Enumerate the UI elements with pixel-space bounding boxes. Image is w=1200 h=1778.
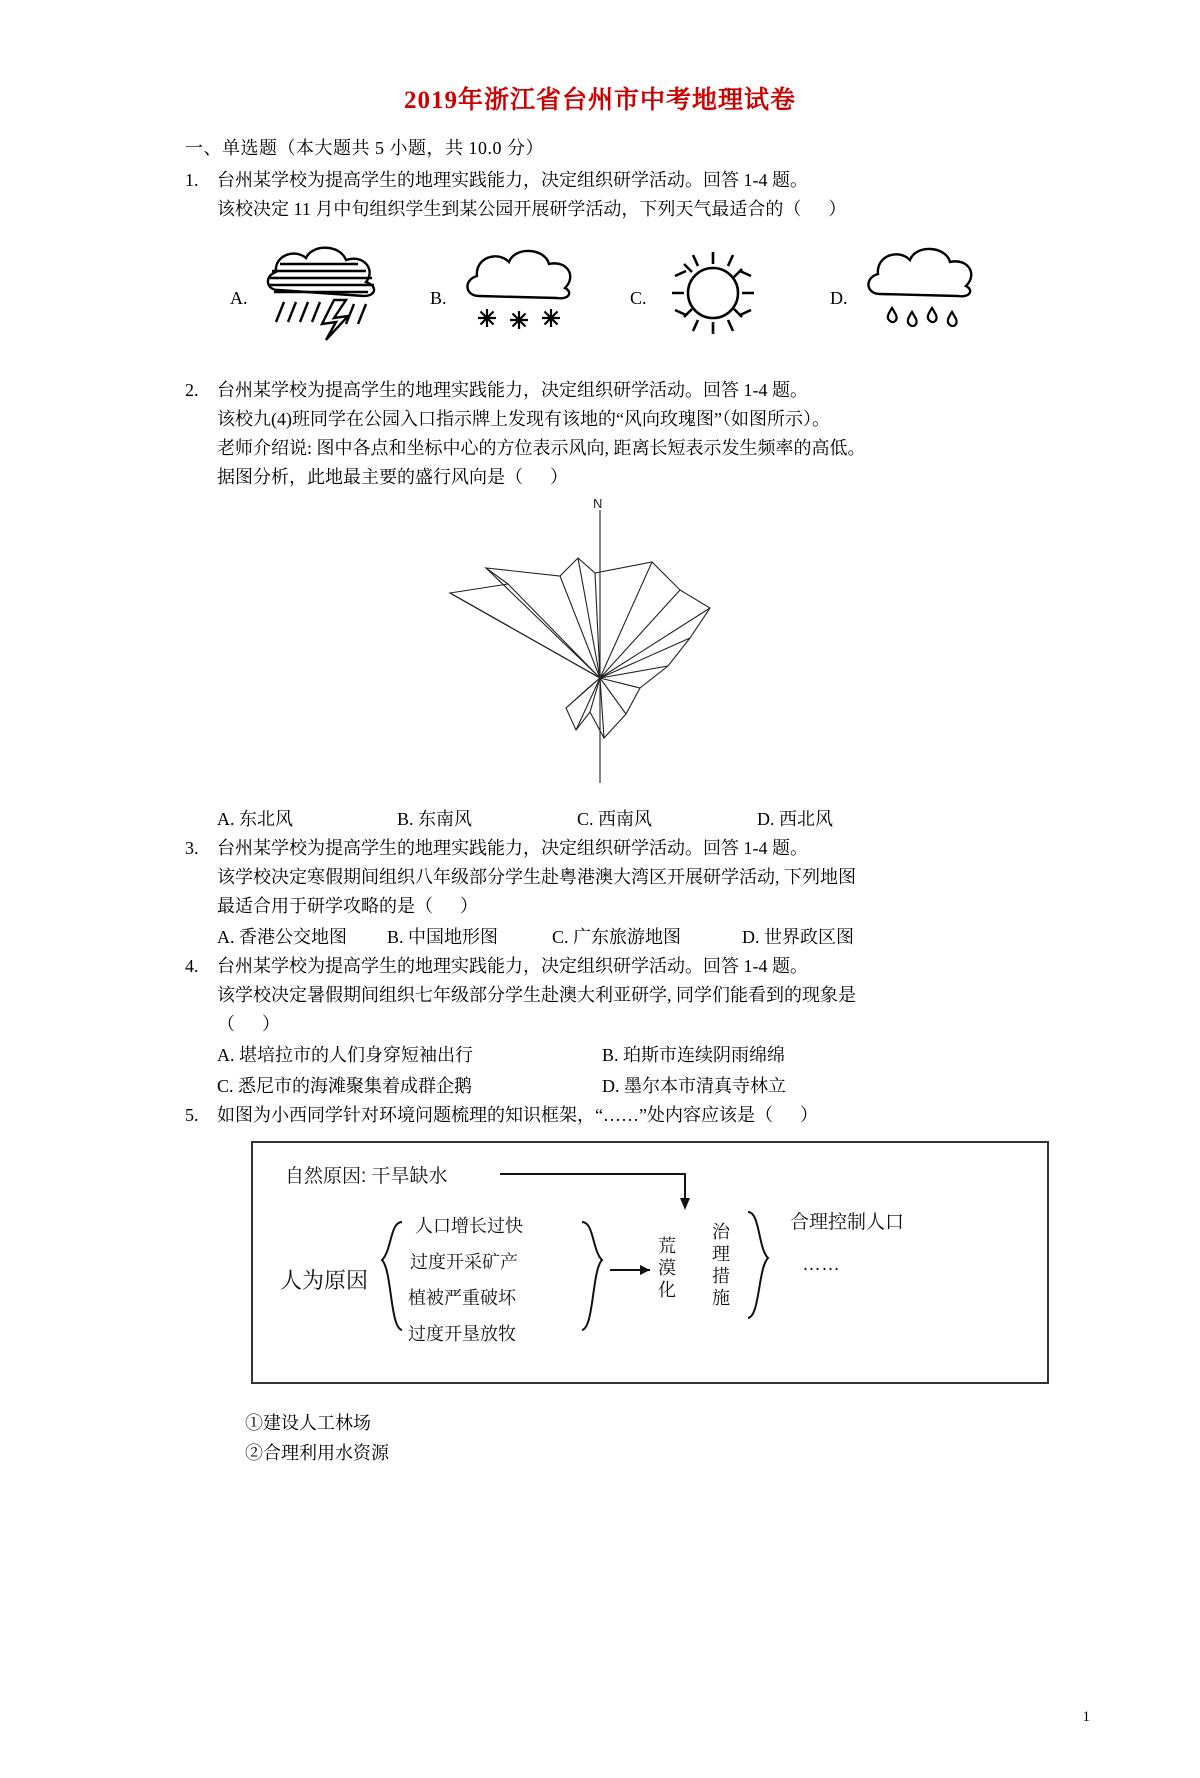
weather-options-row [230,238,1200,358]
question-number: 1. [185,170,199,190]
rain-cloud-icon [854,238,984,358]
measure-item: …… [802,1254,840,1275]
option-a[interactable] [230,238,420,358]
framework-diagram [250,1140,1200,1390]
measure-label: 措 [712,1266,730,1286]
option-b[interactable]: B. 中国地形图 [387,927,499,947]
question-text-line: 该校九(4)班同学在公园入口指示牌上发现有该地的“风向玫瑰图”（如图所示）。 [217,409,830,429]
option-a[interactable]: A. 香港公交地图 [217,927,347,947]
question-text-line: 该学校决定暑假期间组织七年级部分学生赴澳大利亚研学, 同学们能看到的现象是 [217,985,856,1005]
thunderstorm-icon [254,238,394,358]
option-d[interactable]: D. 西北风 [757,809,833,829]
option-d[interactable]: D. 墨尔本市清真寺林立 [602,1076,786,1096]
measure-label: 理 [712,1244,730,1264]
exam-page [0,80,1200,1778]
section-heading: 一、单选题（本大题共 5 小题，共 10.0 分） [185,138,544,158]
measure-label: 治 [712,1222,730,1242]
option-b[interactable]: B. 珀斯市连续阴雨绵绵 [602,1045,786,1065]
question-text-line: 如图为小西同学针对环境问题梳理的知识框架，“……”处内容应该是（ ） [217,1105,818,1125]
question-number: 5. [185,1105,199,1125]
measure-item: 合理控制人口 [790,1212,905,1233]
option-c[interactable]: C. 西南风 [577,809,653,829]
question-2 [185,376,1200,492]
question-5 [185,1101,1200,1130]
wind-rose-figure [0,498,1200,803]
human-cause-item: 过度开采矿产 [410,1252,518,1272]
option-c[interactable] [630,238,820,358]
option-letter: D. [830,287,848,308]
question-5-tail-options [245,1408,1200,1468]
question-3 [185,834,1200,952]
question-number: 3. [185,838,199,858]
option-c[interactable]: C. 悉尼市的海滩聚集着成群企鹅 [217,1076,473,1096]
result-label: 漠 [658,1258,676,1278]
question-text-line: 台州某学校为提高学生的地理实践能力，决定组织研学活动。回答 1-4 题。 [217,170,808,190]
snow-cloud-icon [453,238,583,358]
question-text-line: 最适合用于研学攻略的是（ ） [217,896,478,916]
question-4 [185,952,1200,1101]
question-number: 2. [185,380,199,400]
page-title: 2019年浙江省台州市中考地理试卷 [403,87,796,114]
tail-option-1[interactable]: ①建设人工林场 [245,1413,371,1433]
question-text-line: 台州某学校为提高学生的地理实践能力，决定组织研学活动。回答 1-4 题。 [217,956,808,976]
option-c[interactable]: C. 广东旅游地图 [552,927,682,947]
tail-option-2[interactable]: ②合理利用水资源 [245,1443,389,1463]
human-cause-item: 人口增长过快 [415,1216,523,1236]
question-1 [185,166,1200,224]
option-letter: A. [230,287,248,308]
question-text-line: 该学校决定寒假期间组织八年级部分学生赴粤港澳大湾区开展研学活动, 下列地图 [217,867,856,887]
human-cause-item: 过度开垦放牧 [408,1324,516,1344]
option-a[interactable]: A. 堪培拉市的人们身穿短袖出行 [217,1045,473,1065]
natural-cause-label: 自然原因: 干旱缺水 [285,1166,448,1187]
human-cause-label: 人为原因 [280,1268,369,1293]
result-label: 荒 [658,1236,676,1256]
question-text-line: 台州某学校为提高学生的地理实践能力，决定组织研学活动。回答 1-4 题。 [217,380,808,400]
option-b[interactable] [430,238,620,358]
question-text-line: 据图分析，此地最主要的盛行风向是（ ） [217,467,568,487]
option-a[interactable]: A. 东北风 [217,809,293,829]
option-b[interactable]: B. 东南风 [397,809,473,829]
question-2-options [185,803,1200,834]
option-d[interactable]: D. 世界政区图 [742,927,854,947]
question-text-line: （ ） [217,1014,280,1034]
option-d[interactable] [830,238,1020,358]
sun-icon [653,238,773,358]
human-cause-item: 植被严重破坏 [408,1288,516,1308]
question-text-line: 该校决定 11 月中旬组织学生到某公园开展研学活动，下列天气最适合的（ ） [217,199,847,219]
page-number: 1 [1082,1709,1090,1725]
question-text-line: 老师介绍说: 图中各点和坐标中心的方位表示风向, 距离长短表示发生频率的高低。 [217,438,866,458]
option-letter: B. [430,287,447,308]
result-label: 化 [658,1280,676,1300]
svg-text:N: N [593,498,603,511]
question-number: 4. [185,956,199,976]
measure-label: 施 [712,1288,730,1308]
question-text-line: 台州某学校为提高学生的地理实践能力，决定组织研学活动。回答 1-4 题。 [217,838,808,858]
option-letter: C. [630,287,647,308]
